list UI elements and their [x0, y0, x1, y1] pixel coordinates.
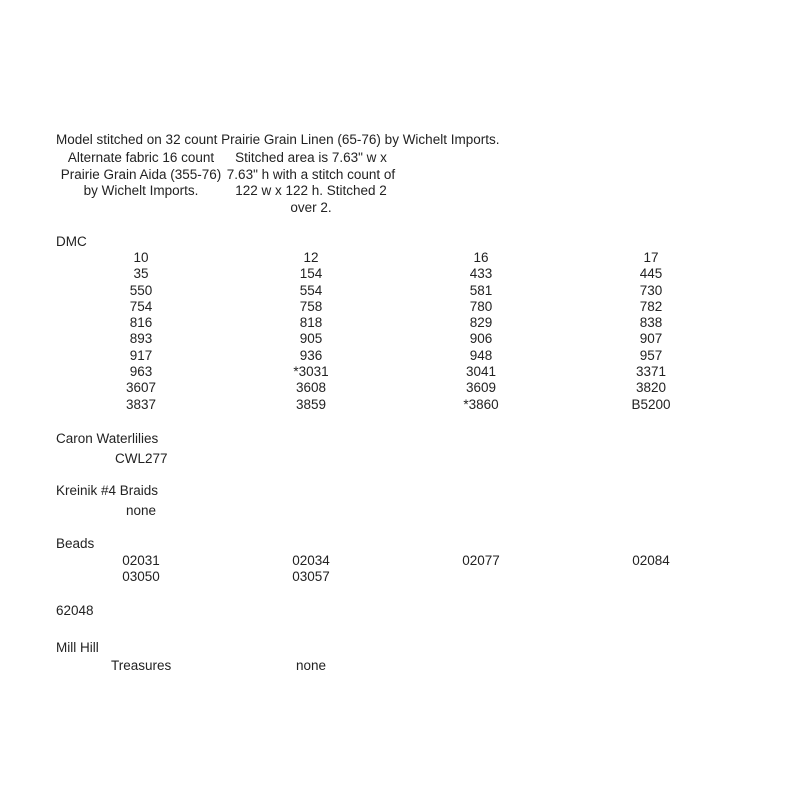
thread-code: 554 [299, 282, 323, 298]
thread-code: 948 [469, 347, 493, 363]
thread-code: 816 [129, 315, 153, 331]
table-row [56, 553, 736, 569]
thread-code: 758 [299, 298, 323, 314]
thread-code: 02034 [292, 553, 330, 568]
mill-hill-value: none [296, 658, 327, 673]
thread-code: 829 [469, 315, 493, 331]
thread-code: 957 [639, 347, 663, 363]
thread-code: 154 [299, 266, 323, 282]
thread-code: 3371 [635, 364, 667, 380]
thread-code: *3860 [463, 396, 499, 412]
mill-hill-label: Treasures [111, 658, 172, 673]
thread-code: 963 [129, 364, 153, 380]
table-row [56, 364, 736, 380]
thread-code: 03057 [292, 569, 330, 585]
thread-code: 3609 [465, 380, 497, 396]
thread-code: 581 [469, 282, 493, 298]
beads-heading: Beads [56, 536, 95, 551]
stitched-area-note: Stitched area is 7.63" w x 7.63" h with a stitch count of 122 w x 122 h. Stitched 2 over 2. [226, 150, 396, 215]
thread-code: 17 [643, 250, 659, 265]
thread-code: 35 [133, 266, 149, 282]
dmc-heading: DMC [56, 234, 87, 249]
table-row [56, 266, 736, 282]
alternate-fabric-note: Alternate fabric 16 count Prairie Grain Aida (355-76) by Wichelt Imports. [60, 150, 222, 198]
caron-heading: Caron Waterlilies [56, 431, 159, 446]
beads-list [56, 553, 736, 586]
extra-code: 62048 [56, 603, 94, 618]
table-row [56, 348, 736, 364]
thread-code: 780 [469, 298, 493, 314]
thread-code: 3859 [295, 396, 327, 412]
table-row [56, 397, 736, 413]
kreinik-value: none [126, 503, 157, 518]
thread-code: 03050 [122, 569, 160, 585]
caron-thread: CWL277 [115, 451, 168, 466]
thread-code: 906 [469, 331, 493, 347]
thread-code: 10 [133, 250, 149, 265]
table-row [56, 380, 736, 396]
thread-code: 838 [639, 315, 663, 331]
thread-code: 917 [129, 347, 153, 363]
kreinik-heading: Kreinik #4 Braids [56, 483, 159, 498]
table-row [56, 331, 736, 347]
thread-code: 02031 [122, 553, 160, 568]
dmc-thread-list [56, 250, 736, 413]
thread-code: 893 [129, 331, 153, 347]
thread-code: B5200 [631, 396, 671, 412]
table-row [56, 283, 736, 299]
thread-code: 905 [299, 331, 323, 347]
thread-code: 12 [303, 250, 319, 265]
thread-code: 730 [639, 282, 663, 298]
thread-code: 754 [129, 298, 153, 314]
table-row [56, 250, 736, 266]
thread-code: 3041 [465, 364, 497, 380]
thread-code: 16 [473, 250, 489, 265]
thread-code: 3837 [125, 396, 157, 412]
thread-code: 02077 [462, 553, 500, 568]
thread-code: 818 [299, 315, 323, 331]
model-description: Model stitched on 32 count Prairie Grain Linen (65-76) by Wichelt Imports. [56, 132, 500, 147]
thread-code: 445 [639, 266, 663, 282]
thread-code: 3607 [125, 380, 157, 396]
thread-code: 550 [129, 282, 153, 298]
table-row [56, 299, 736, 315]
thread-code: 02084 [632, 553, 670, 568]
thread-code: 782 [639, 298, 663, 314]
thread-code: 3608 [295, 380, 327, 396]
thread-code: 907 [639, 331, 663, 347]
table-row [56, 569, 736, 585]
thread-code: *3031 [293, 364, 329, 380]
thread-code: 3820 [635, 380, 667, 396]
table-row [56, 315, 736, 331]
mill-hill-heading: Mill Hill [56, 640, 99, 655]
thread-code: 936 [299, 347, 323, 363]
thread-code: 433 [469, 266, 493, 282]
